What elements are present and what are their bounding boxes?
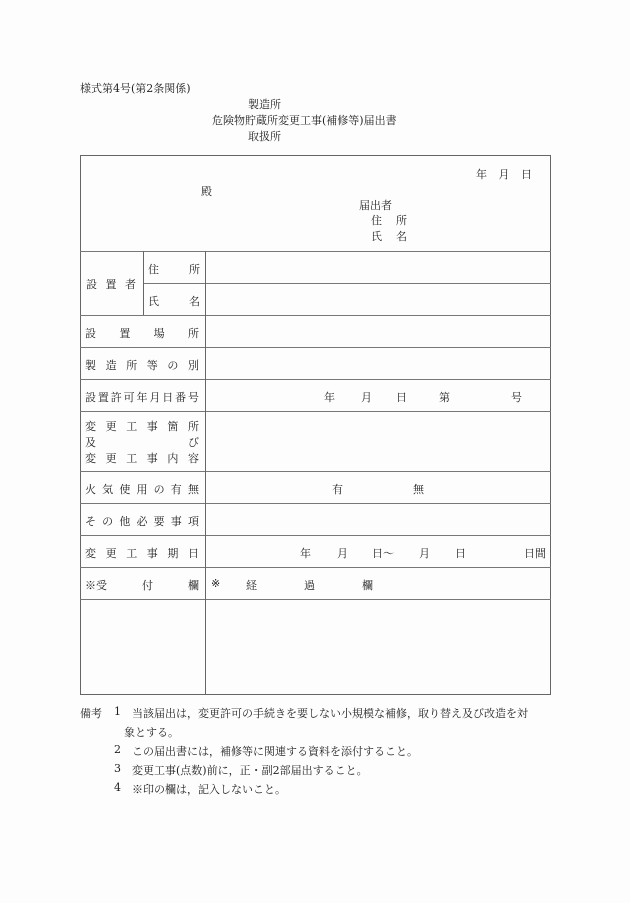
note-num: 1 bbox=[114, 705, 121, 718]
row-divider bbox=[80, 503, 551, 504]
notifier-address-label: 住 所 bbox=[371, 214, 407, 227]
row-divider bbox=[80, 471, 551, 472]
note-text: ※印の欄は，記入しないこと。 bbox=[132, 783, 286, 796]
notifier-name-label: 氏 名 bbox=[371, 230, 407, 243]
change-place-label: 変 更 工 事 箇 所 bbox=[85, 420, 199, 433]
installer-label: 設 置 者 bbox=[86, 278, 136, 291]
notifier-label: 届出者 bbox=[359, 199, 392, 212]
fire-no[interactable]: 無 bbox=[413, 483, 424, 496]
note-text: この届出書には，補修等に関連する資料を添付すること。 bbox=[132, 745, 418, 758]
fire-use-label: 火 気 使 用 の 有 無 bbox=[85, 483, 199, 496]
permit-day: 日 bbox=[396, 391, 407, 404]
period-days: 日間 bbox=[524, 547, 546, 560]
note-text: 変更工事(点数)前に，正・副2部届出すること。 bbox=[132, 764, 368, 777]
permit-label: 設 置 許 可 年 月 日 番 号 bbox=[85, 391, 199, 404]
notes-label: 備考 bbox=[80, 707, 102, 720]
note-num: 4 bbox=[114, 781, 121, 794]
progress-mark: ※ bbox=[211, 577, 221, 590]
change-content-label: 変 更 工 事 内 容 bbox=[85, 452, 199, 465]
header-date: 年 月 日 bbox=[476, 168, 532, 181]
row-divider bbox=[80, 379, 551, 380]
row-divider bbox=[80, 567, 551, 568]
row-divider bbox=[80, 411, 551, 412]
progress-char1: 経 bbox=[246, 579, 257, 592]
period-end-day: 日 bbox=[455, 547, 466, 560]
permit-month: 月 bbox=[361, 391, 372, 404]
period-month: 月 bbox=[337, 547, 348, 560]
row-divider bbox=[80, 599, 551, 600]
addressee-label: 殿 bbox=[201, 185, 212, 198]
location-label: 設 置 場 所 bbox=[85, 327, 199, 340]
facility-type-label: 製 造 所 等 の 別 bbox=[85, 359, 199, 372]
period-day-to: 日～ bbox=[372, 547, 394, 560]
reception-label: ※受 付 欄 bbox=[85, 579, 199, 592]
permit-year: 年 bbox=[324, 391, 335, 404]
note-text-cont: 象とする。 bbox=[124, 726, 179, 739]
fire-yes[interactable]: 有 bbox=[332, 483, 343, 496]
row-divider bbox=[80, 347, 551, 348]
and-label: 及 び bbox=[85, 436, 199, 449]
col-divider bbox=[205, 251, 206, 695]
title-line2: 危険物貯蔵所変更工事(補修等)届出書 bbox=[212, 114, 397, 127]
permit-number-suffix: 号 bbox=[511, 391, 522, 404]
col-divider bbox=[143, 251, 144, 315]
period-label: 変 更 工 事 期 日 bbox=[85, 547, 199, 560]
row-divider bbox=[80, 535, 551, 536]
installer-address-label: 住 所 bbox=[148, 263, 200, 276]
permit-number-prefix: 第 bbox=[439, 391, 450, 404]
note-num: 3 bbox=[114, 762, 121, 775]
row-divider bbox=[80, 251, 551, 252]
progress-char3: 欄 bbox=[362, 579, 373, 592]
other-label: そ の 他 必 要 事 項 bbox=[85, 515, 199, 528]
period-end-month: 月 bbox=[419, 547, 430, 560]
row-divider bbox=[80, 315, 551, 316]
note-text: 当該届出は，変更許可の手続きを要しない小規模な補修，取り替え及び改造を対 bbox=[132, 707, 528, 720]
period-year: 年 bbox=[300, 547, 311, 560]
title-line1: 製造所 bbox=[248, 98, 281, 111]
title-line3: 取扱所 bbox=[248, 130, 281, 143]
note-num: 2 bbox=[114, 743, 121, 756]
progress-char2: 過 bbox=[304, 579, 315, 592]
installer-name-label: 氏 名 bbox=[148, 295, 200, 308]
form-id: 様式第4号(第2条関係) bbox=[80, 82, 191, 95]
